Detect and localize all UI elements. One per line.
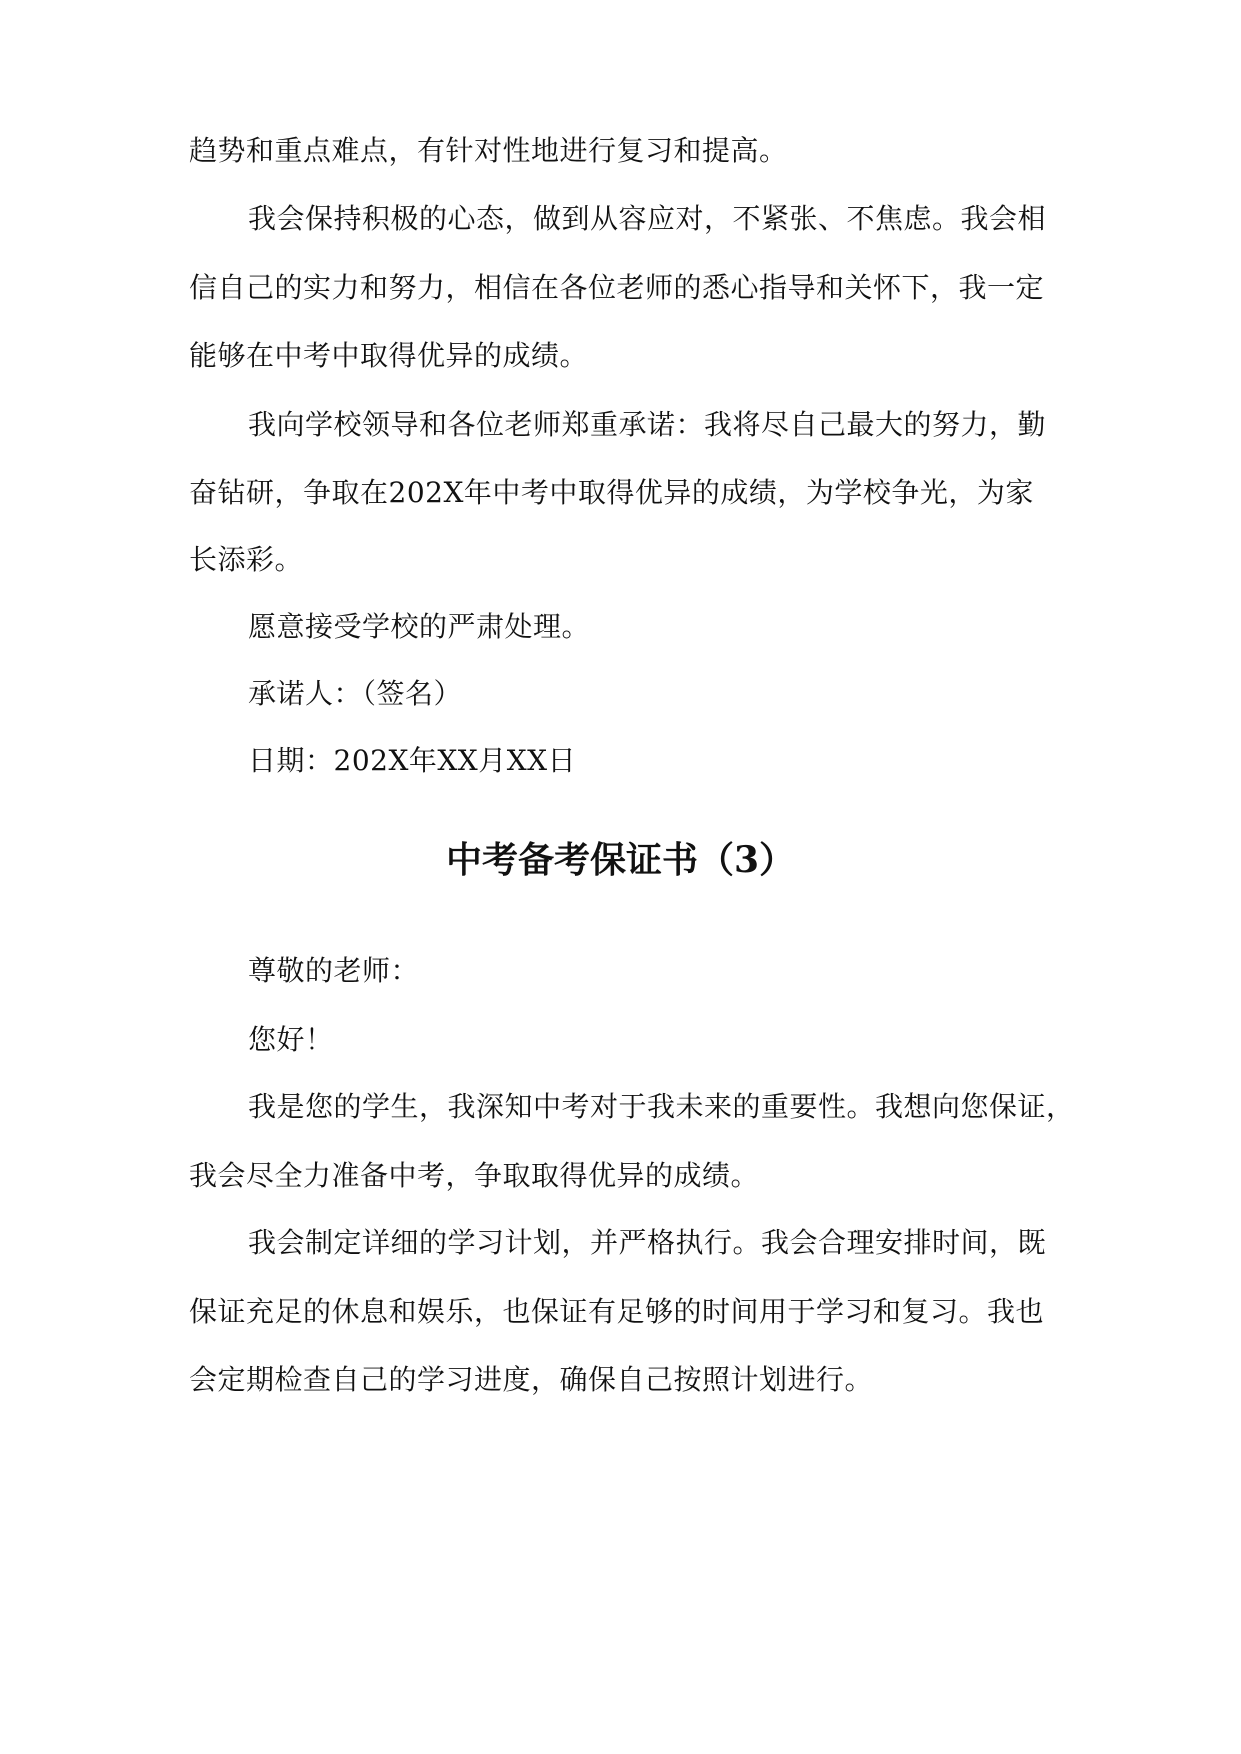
paragraph-line: 保证充足的休息和娱乐，也保证有足够的时间用于学习和复习。我也 — [189, 1295, 1045, 1328]
paragraph-line: 会定期检查自己的学习进度，确保自己按照计划进行。 — [189, 1363, 874, 1396]
greeting: 您好！ — [248, 1023, 334, 1056]
paragraph-line: 信自己的实力和努力，相信在各位老师的悉心指导和关怀下，我一定 — [189, 271, 1045, 304]
paragraph-line: 长添彩。 — [189, 543, 304, 576]
section-title: 中考备考保证书（3） — [445, 839, 796, 881]
signature-line: 承诺人：（签名） — [248, 677, 463, 710]
paragraph-line: 能够在中考中取得优异的成绩。 — [189, 339, 589, 372]
date-line: 日期：202X年XX月XX日 — [248, 744, 577, 777]
salutation: 尊敬的老师： — [248, 954, 420, 987]
paragraph-line: 我会保持积极的心态，做到从容应对，不紧张、不焦虑。我会相 — [248, 202, 1047, 235]
paragraph-line: 趋势和重点难点，有针对性地进行复习和提高。 — [189, 134, 788, 167]
paragraph-line: 我会制定详细的学习计划，并严格执行。我会合理安排时间，既 — [248, 1226, 1047, 1259]
paragraph-line: 我是您的学生，我深知中考对于我未来的重要性。我想向您保证， — [248, 1090, 1075, 1123]
paragraph-line: 我向学校领导和各位老师郑重承诺：我将尽自己最大的努力，勤 — [248, 408, 1047, 441]
paragraph-line: 我会尽全力准备中考，争取取得优异的成绩。 — [189, 1159, 760, 1192]
paragraph-line: 奋钻研，争取在202X年中考中取得优异的成绩，为学校争光，为家 — [189, 476, 1034, 509]
paragraph-line: 愿意接受学校的严肃处理。 — [248, 610, 591, 643]
